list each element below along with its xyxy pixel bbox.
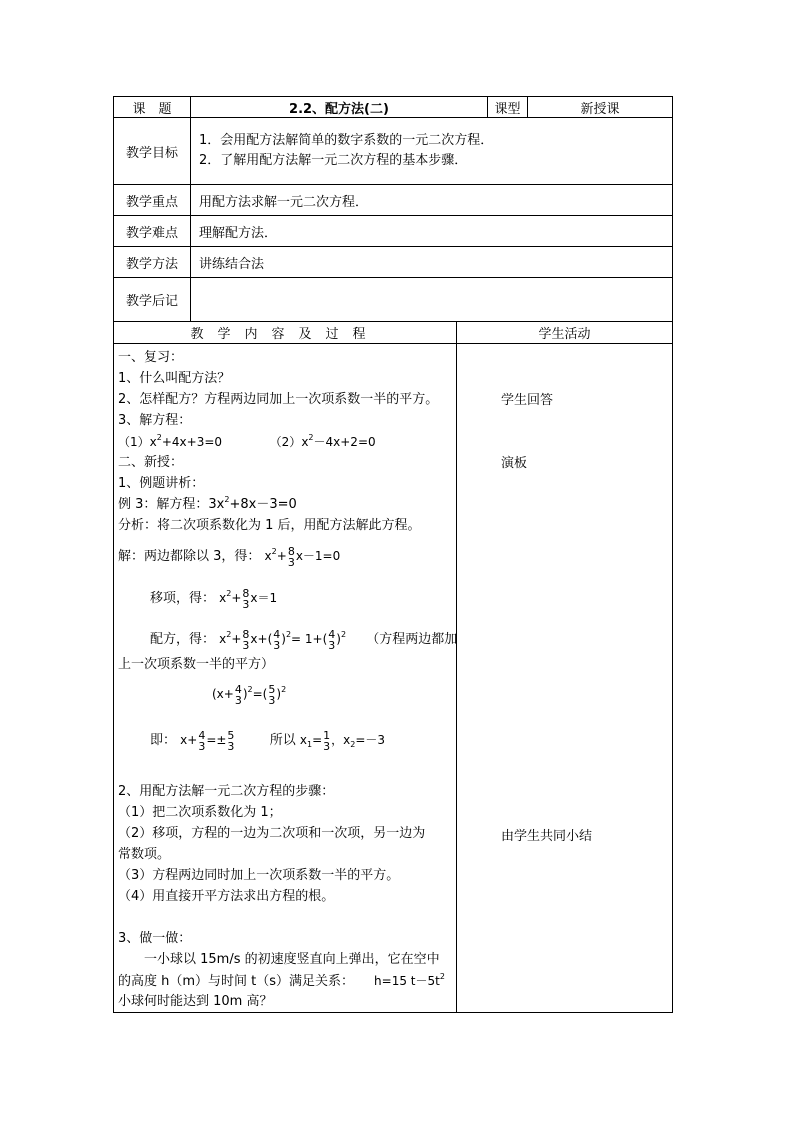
difficulty-row bbox=[114, 216, 673, 247]
step-2-cont: 常数项。 bbox=[118, 847, 171, 862]
review-q1: 1、什么叫配方法？ bbox=[118, 371, 231, 386]
review-q2: 2、怎样配方？方程两边同加上一次项系数一半的平方。 bbox=[118, 392, 439, 407]
activity-header: 学生活动 bbox=[457, 322, 673, 344]
content-row bbox=[114, 344, 673, 1013]
info-table bbox=[113, 96, 673, 322]
content-header: 教学内容及过程 bbox=[114, 322, 457, 344]
goals-cell bbox=[191, 118, 673, 185]
section-header-row bbox=[114, 322, 673, 344]
type-value: 新授课 bbox=[528, 97, 673, 118]
example-3: 例 3：解方程：$3x^2+8x-3=0$ bbox=[118, 495, 297, 512]
goals-label: 教学目标 bbox=[114, 118, 191, 185]
type-label: 课型 bbox=[488, 97, 528, 118]
key-point-value: 用配方法求解一元二次方程． bbox=[191, 185, 673, 216]
difficulty-label: 教学难点 bbox=[114, 216, 191, 247]
key-point-label: 教学重点 bbox=[114, 185, 191, 216]
review-equations: $(1)x^2+4x+3=0$ $(2)x^2-4x+2=0$ bbox=[118, 433, 376, 449]
example-title: 1、例题讲析： bbox=[118, 476, 205, 491]
notes-row bbox=[114, 278, 673, 322]
content-table bbox=[113, 321, 673, 1013]
step-3: （3）方程两边同时加上一次项系数一半的平方。 bbox=[118, 868, 400, 883]
practice-line-3: 小球何时能达到 10m 高？ bbox=[118, 994, 273, 1009]
review-q3: 3、解方程： bbox=[118, 413, 192, 428]
activity-3: 由学生共同小结 bbox=[501, 829, 593, 844]
solution-step-3-note: 上一次项系数一半的平方） bbox=[118, 657, 275, 672]
goals-row bbox=[114, 118, 673, 185]
step-2: （2）移项，方程的一边为二次项和一次项，另一边为 bbox=[118, 826, 426, 841]
method-label: 教学方法 bbox=[114, 247, 191, 278]
goal-2: 2．了解用配方法解一元二次方程的基本步骤． bbox=[199, 153, 468, 168]
activity-2: 演板 bbox=[501, 456, 528, 471]
analysis: 分析：将二次项系数化为 1 后，用配方法解此方程。 bbox=[118, 518, 421, 533]
solution-step-3: 配方，得： $x^2+$ 8 3 x+( 4 3 )$^2$= 1+( 4 3 )$^2$ （方程两边都加 bbox=[150, 627, 458, 652]
steps-title: 2、用配方法解一元二次方程的步骤： bbox=[118, 784, 335, 799]
notes-label: 教学后记 bbox=[114, 278, 191, 322]
method-value: 讲练结合法 bbox=[191, 247, 673, 278]
difficulty-value: 理解配方法． bbox=[191, 216, 673, 247]
topic-label: 课 题 bbox=[114, 97, 191, 118]
key-point-row bbox=[114, 185, 673, 216]
step-1: （1）把二次项系数化为 1； bbox=[118, 805, 282, 820]
solution-step-1: 解：两边都除以 3，得： $x^2+$ 8 3 x－1=0 bbox=[118, 544, 341, 569]
method-row bbox=[114, 247, 673, 278]
activity-cell bbox=[457, 344, 673, 1013]
topic-value: 2.2、配方法(二) bbox=[191, 97, 488, 118]
practice-line-1: 一小球以 15m/s 的初速度竖直向上弹出，它在空中 bbox=[144, 952, 440, 967]
practice-title: 3、做一做： bbox=[118, 931, 192, 946]
topic-row bbox=[114, 97, 673, 118]
content-cell bbox=[114, 344, 457, 1013]
solution-step-2: 移项，得： $x^2+$ 8 3 x＝1 bbox=[150, 586, 278, 611]
review-title: 一、复习： bbox=[118, 350, 184, 365]
activity-1: 学生回答 bbox=[501, 393, 554, 408]
practice-line-2: 的高度 h（m）与时间 t（s）满足关系： h=15 $t-5t^2$ bbox=[118, 972, 445, 989]
notes-value bbox=[191, 278, 673, 322]
solution-step-5: 即： x+ 4 3 =± 5 3 所以 $x_1=$ 1 3 ，$x_2=-3$ bbox=[150, 728, 386, 753]
step-4: （4）用直接开平方法求出方程的根。 bbox=[118, 889, 335, 904]
lesson-plan-sheet bbox=[113, 96, 672, 1013]
goal-1: 1．会用配方法解简单的数字系数的一元二次方程． bbox=[199, 133, 494, 148]
solution-step-4: (x+ 4 3 )$^2$=( 5 3 )$^2$ bbox=[212, 682, 287, 707]
new-title: 二、新授： bbox=[118, 455, 184, 470]
